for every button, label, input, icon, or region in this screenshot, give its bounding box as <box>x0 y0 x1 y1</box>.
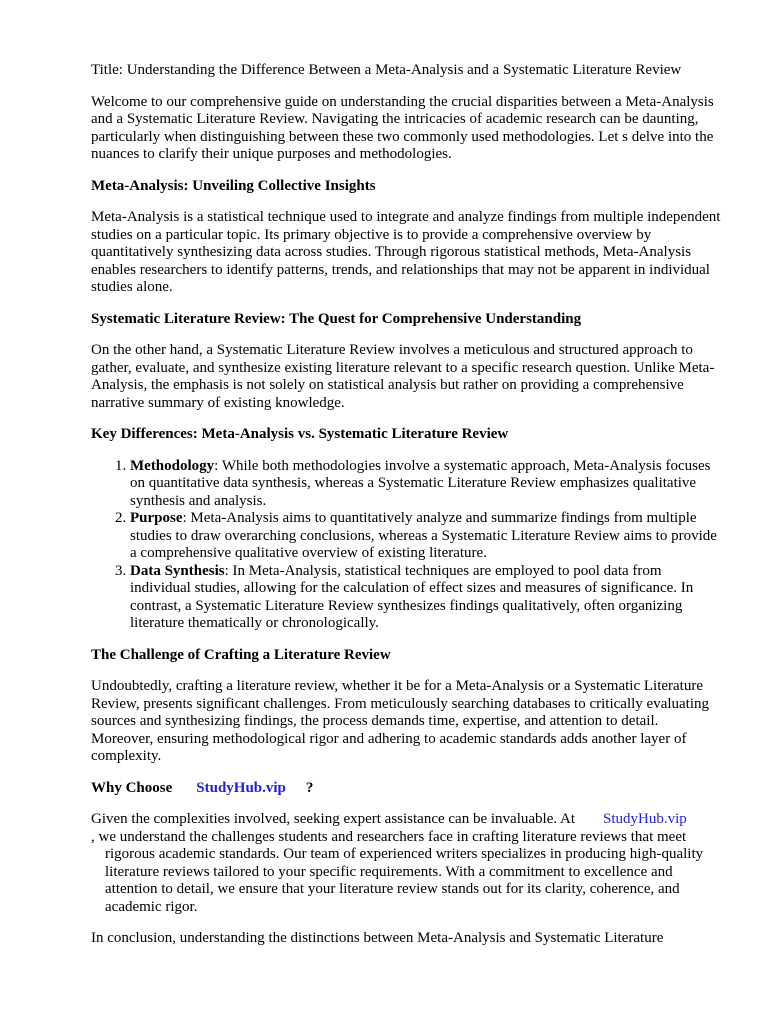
why-choose-suffix: ? <box>305 779 314 796</box>
studyhub-body-link[interactable]: StudyHub.vip <box>603 811 687 827</box>
list-item-term: Data Synthesis <box>130 562 225 579</box>
given-prefix: Given the complexities involved, seeking expert assistance can be invaluable. At <box>91 811 576 827</box>
why-choose-heading <box>91 780 721 798</box>
list-item-text: : In Meta-Analysis, statistical techniques are employed to pool data from individual studies, allowing for the calculation of effect sizes and measures of significance. In contrast, a Systematic Literature Review synthesizes findings qualitatively, often organizing literature thematically or chronologically. <box>130 562 694 631</box>
list-item-term: Methodology <box>130 457 215 474</box>
list-item-term: Purpose <box>130 510 183 526</box>
slr-heading: Systematic Literature Review: The Quest for Comprehensive Understanding <box>91 310 582 327</box>
slr-paragraph: On the other hand, a Systematic Literature Review involves a meticulous and structured approach to gather, evaluate, and synthesize existing literature relevant to a specific research question. Unlike Meta-Analysis, the emphasis is not solely on statistical analysis but rather on providing a comprehensive narrative summary of existing knowledge. <box>91 342 715 411</box>
studyhub-heading-link[interactable]: StudyHub.vip <box>196 779 286 796</box>
conclusion-paragraph: In conclusion, understanding the distinctions between Meta-Analysis and Systematic Literature <box>91 930 664 946</box>
document-page <box>91 62 721 962</box>
key-differences-heading: Key Differences: Meta-Analysis vs. Systematic Literature Review <box>91 426 509 442</box>
intro-paragraph: Welcome to our comprehensive guide on understanding the crucial disparities between a Meta-Analysis and a Systematic Literature Review. Navigating the intricacies of academic research can be daunting, particularly when distinguishing between these two commonly used methodologies. Let s delve into the nuances to clarify their unique purposes and methodologies. <box>91 93 714 162</box>
challenge-heading: The Challenge of Crafting a Literature Review <box>91 646 391 663</box>
list-item <box>130 510 721 563</box>
list-item-text: : While both methodologies involve a systematic approach, Meta-Analysis focuses on quantitative data synthesis, whereas a Systematic Literature Review emphasizes qualitative synthesis and analysis. <box>130 457 711 509</box>
list-item <box>130 563 721 633</box>
key-differences-list <box>91 458 721 633</box>
challenge-paragraph: Undoubtedly, crafting a literature review, whether it be for a Meta-Analysis or a Systematic Literature Review, presents significant challenges. From meticulously searching databases to critically evaluating sources and synthesizing findings, the process demands time, expertise, and attention to detail. Moreover, ensuring methodological rigor and adhering to academic standards adds another layer of complexity. <box>91 678 710 764</box>
meta-analysis-heading: Meta-Analysis: Unveiling Collective Insights <box>91 177 376 194</box>
meta-analysis-paragraph: Meta-Analysis is a statistical technique used to integrate and analyze findings from multiple independent studies on a particular topic. Its primary objective is to provide a comprehensive overview by quantitatively synthesizing data across studies. Through rigorous statistical methods, Meta-Analysis enables researchers to identify patterns, trends, and relationships that may not be apparent in individual studies alone. <box>91 209 721 295</box>
document-title: Title: Understanding the Difference Between a Meta-Analysis and a Systematic Literature Review <box>91 62 682 78</box>
given-paragraph <box>91 811 721 916</box>
given-suffix: , we understand the challenges students and researchers face in crafting literature reviews that meet rigorous academic standards. Our team of experienced writers specializes in producing high-quality literature reviews tailored to your specific requirements. With a commitment to excellence and attention to detail, we ensure that your literature review stands out for its clarity, coherence, and academic rigor. <box>91 828 704 915</box>
why-choose-prefix: Why Choose <box>91 779 173 796</box>
list-item <box>130 458 721 511</box>
list-item-text: : Meta-Analysis aims to quantitatively analyze and summarize findings from multiple studies to draw overarching conclusions, whereas a Systematic Literature Review aims to provide a comprehensive qualitative overview of existing literature. <box>130 510 717 561</box>
